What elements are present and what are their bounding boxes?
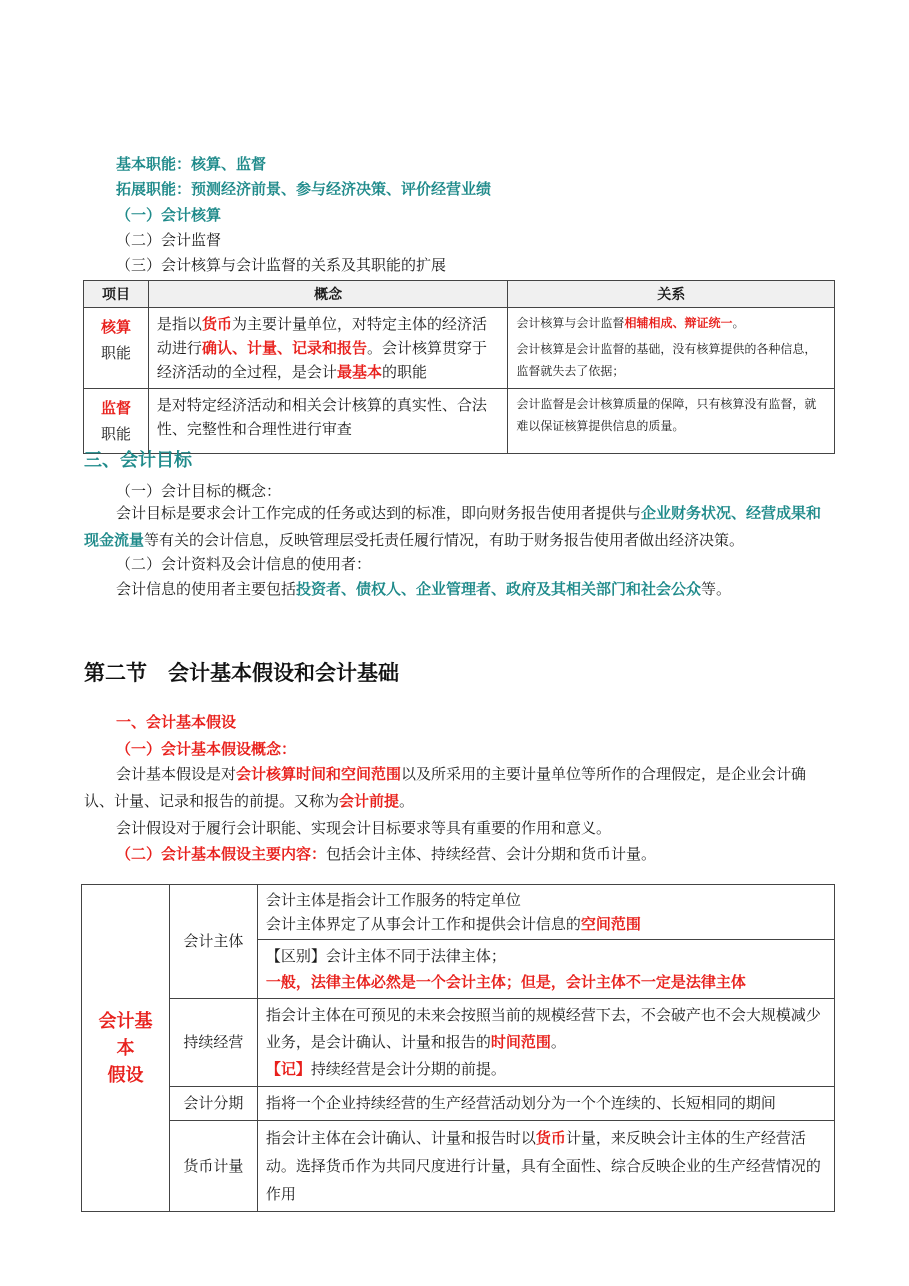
entity-diff <box>257 940 834 999</box>
text: 包括会计主体、持续经营、会计分期和货币计量。 <box>326 845 657 863</box>
assumption-label <box>82 885 170 1212</box>
header-concept: 概念 <box>148 281 508 308</box>
extended-functions: 拓展职能：预测经济前景、参与经济决策、评价经营业绩 <box>116 180 492 198</box>
assumption-para <box>84 761 830 815</box>
table-row <box>82 999 835 1087</box>
highlight: 一般，法律主体必然是一个会计主体；但是，会计主体不一定是法律主体 <box>265 973 746 991</box>
highlight: （二）会计基本假设主要内容： <box>116 845 327 863</box>
item-black: 职能 <box>100 344 131 362</box>
highlight: 企业财务状况、经营成果和现金流量 <box>84 504 822 549</box>
basic-functions: 基本职能：核算、监督 <box>116 155 267 173</box>
text: 。 <box>732 316 745 330</box>
header-relation: 关系 <box>508 281 835 308</box>
sub-heading-relation: （三）会计核算与会计监督的关系及其职能的扩展 <box>116 256 447 274</box>
assumptions-table <box>81 884 835 1212</box>
item-red: 监督 <box>100 399 131 417</box>
goal-sub1: （一）会计目标的概念： <box>116 482 282 500</box>
label-part: 会计基本 <box>98 1010 153 1059</box>
sub-heading-supervision: （二）会计监督 <box>116 231 222 249</box>
section-title: 第二节 会计基本假设和会计基础 <box>84 661 399 685</box>
item-red: 核算 <box>100 318 131 336</box>
row-relation <box>508 308 835 389</box>
highlight: 投资者、债权人、企业管理者、政府及其相关部门和社会公众 <box>296 580 702 598</box>
text: 以及所采用的主要计量单位等所作的合理假定，是企业会计确认、计量、记录和报告的前提。又称为 <box>84 765 807 810</box>
row-relation: 会计监督是会计核算质量的保障，只有核算没有监督，就难以保证核算提供信息的质量。 <box>508 389 835 454</box>
item-black: 职能 <box>100 425 131 443</box>
text: 会计基本假设是对 <box>116 765 237 783</box>
highlight: 时间范围 <box>490 1033 551 1051</box>
header-item: 项目 <box>84 281 149 308</box>
text: 等有关的会计信息，反映管理层受托责任履行情况，有助于财务报告使用者做出经济决策。 <box>144 531 745 549</box>
relation-text: 会计核算是会计监督的基础，没有核算提供的各种信息，监督就失去了依据； <box>516 342 817 378</box>
goal-para2 <box>116 578 731 599</box>
highlight: 确认、计量、记录和报告 <box>201 339 367 357</box>
entity-desc <box>257 885 834 940</box>
goal-heading: 三、会计目标 <box>84 450 192 471</box>
row-item <box>84 308 149 389</box>
money-desc <box>257 1121 834 1212</box>
text: 等。 <box>701 580 732 598</box>
text: 。 <box>399 792 415 810</box>
goal-sub2: （二）会计资料及会计信息的使用者： <box>116 555 372 573</box>
text: 计量，来反映会计主体的生产经营活动。选择货币作为共同尺度进行计量，具有全面性、综合反映企业的生产经营情况的作用 <box>265 1129 821 1203</box>
text: 指会计主体在会计确认、计量和报告时以 <box>265 1129 536 1147</box>
assumption-content <box>116 843 656 864</box>
table-row <box>84 308 835 389</box>
table-row <box>82 1121 835 1212</box>
goal-para1 <box>84 500 830 554</box>
sub-heading-accounting: （一）会计核算 <box>116 206 222 224</box>
money-name: 货币计量 <box>169 1121 257 1212</box>
highlight: 会计核算时间和空间范围 <box>236 765 402 783</box>
assumption-heading: 一、会计基本假设 <box>116 713 237 731</box>
highlight: 会计前提 <box>339 792 400 810</box>
assumption-importance: 会计假设对于履行会计职能、实现会计目标要求等具有重要的作用和意义。 <box>116 819 612 837</box>
text: 。 <box>550 1033 566 1051</box>
assumption-concept-heading: （一）会计基本假设概念： <box>116 740 297 758</box>
period-name: 会计分期 <box>169 1087 257 1121</box>
highlight: 【记】 <box>265 1060 311 1078</box>
period-desc: 指将一个企业持续经营的生产经营活动划分为一个个连续的、长短相同的期间 <box>257 1087 834 1121</box>
functions-table <box>83 280 835 454</box>
text: 指会计主体在可预见的未来会按照当前的规模经营下去，不会破产也不会大规模减少业务，是会计确认、计量和报告的 <box>265 1006 821 1051</box>
entity-name: 会计主体 <box>169 885 257 999</box>
label-part: 假设 <box>107 1064 144 1086</box>
text: 【区别】会计主体不同于法律主体； <box>265 947 506 965</box>
highlight: 货币 <box>535 1129 566 1147</box>
text: 为主要计量单位，对特定主体的经济活动进行 <box>156 315 487 357</box>
highlight: 相辅相成、辩证统一 <box>624 316 733 330</box>
text: 会计主体是指会计工作服务的特定单位 <box>265 891 521 909</box>
text: 。会计核算贯穿于经济活动的全过程，是会计 <box>156 339 487 381</box>
going-concern-name: 持续经营 <box>169 999 257 1087</box>
row-concept <box>148 308 508 389</box>
text: 会计目标是要求会计工作完成的任务或达到的标准，即向财务报告使用者提供与 <box>116 504 642 522</box>
text: 会计主体界定了从事会计工作和提供会计信息的 <box>265 915 581 933</box>
highlight: 货币 <box>201 315 232 333</box>
text: 的职能 <box>381 363 427 381</box>
text: 会计信息的使用者主要包括 <box>116 580 297 598</box>
highlight: 最基本 <box>336 363 382 381</box>
table-row <box>82 1087 835 1121</box>
row-item <box>84 389 149 454</box>
text: 会计核算与会计监督 <box>516 316 625 330</box>
going-concern-desc <box>257 999 834 1087</box>
row-concept: 是对特定经济活动和相关会计核算的真实性、合法性、完整性和合理性进行审查 <box>148 389 508 454</box>
text: 持续经营是会计分期的前提。 <box>310 1060 506 1078</box>
table-row <box>82 885 835 940</box>
table-row <box>84 389 835 454</box>
table-header-row <box>84 281 835 308</box>
highlight: 空间范围 <box>580 915 641 933</box>
text: 是指以 <box>156 315 202 333</box>
